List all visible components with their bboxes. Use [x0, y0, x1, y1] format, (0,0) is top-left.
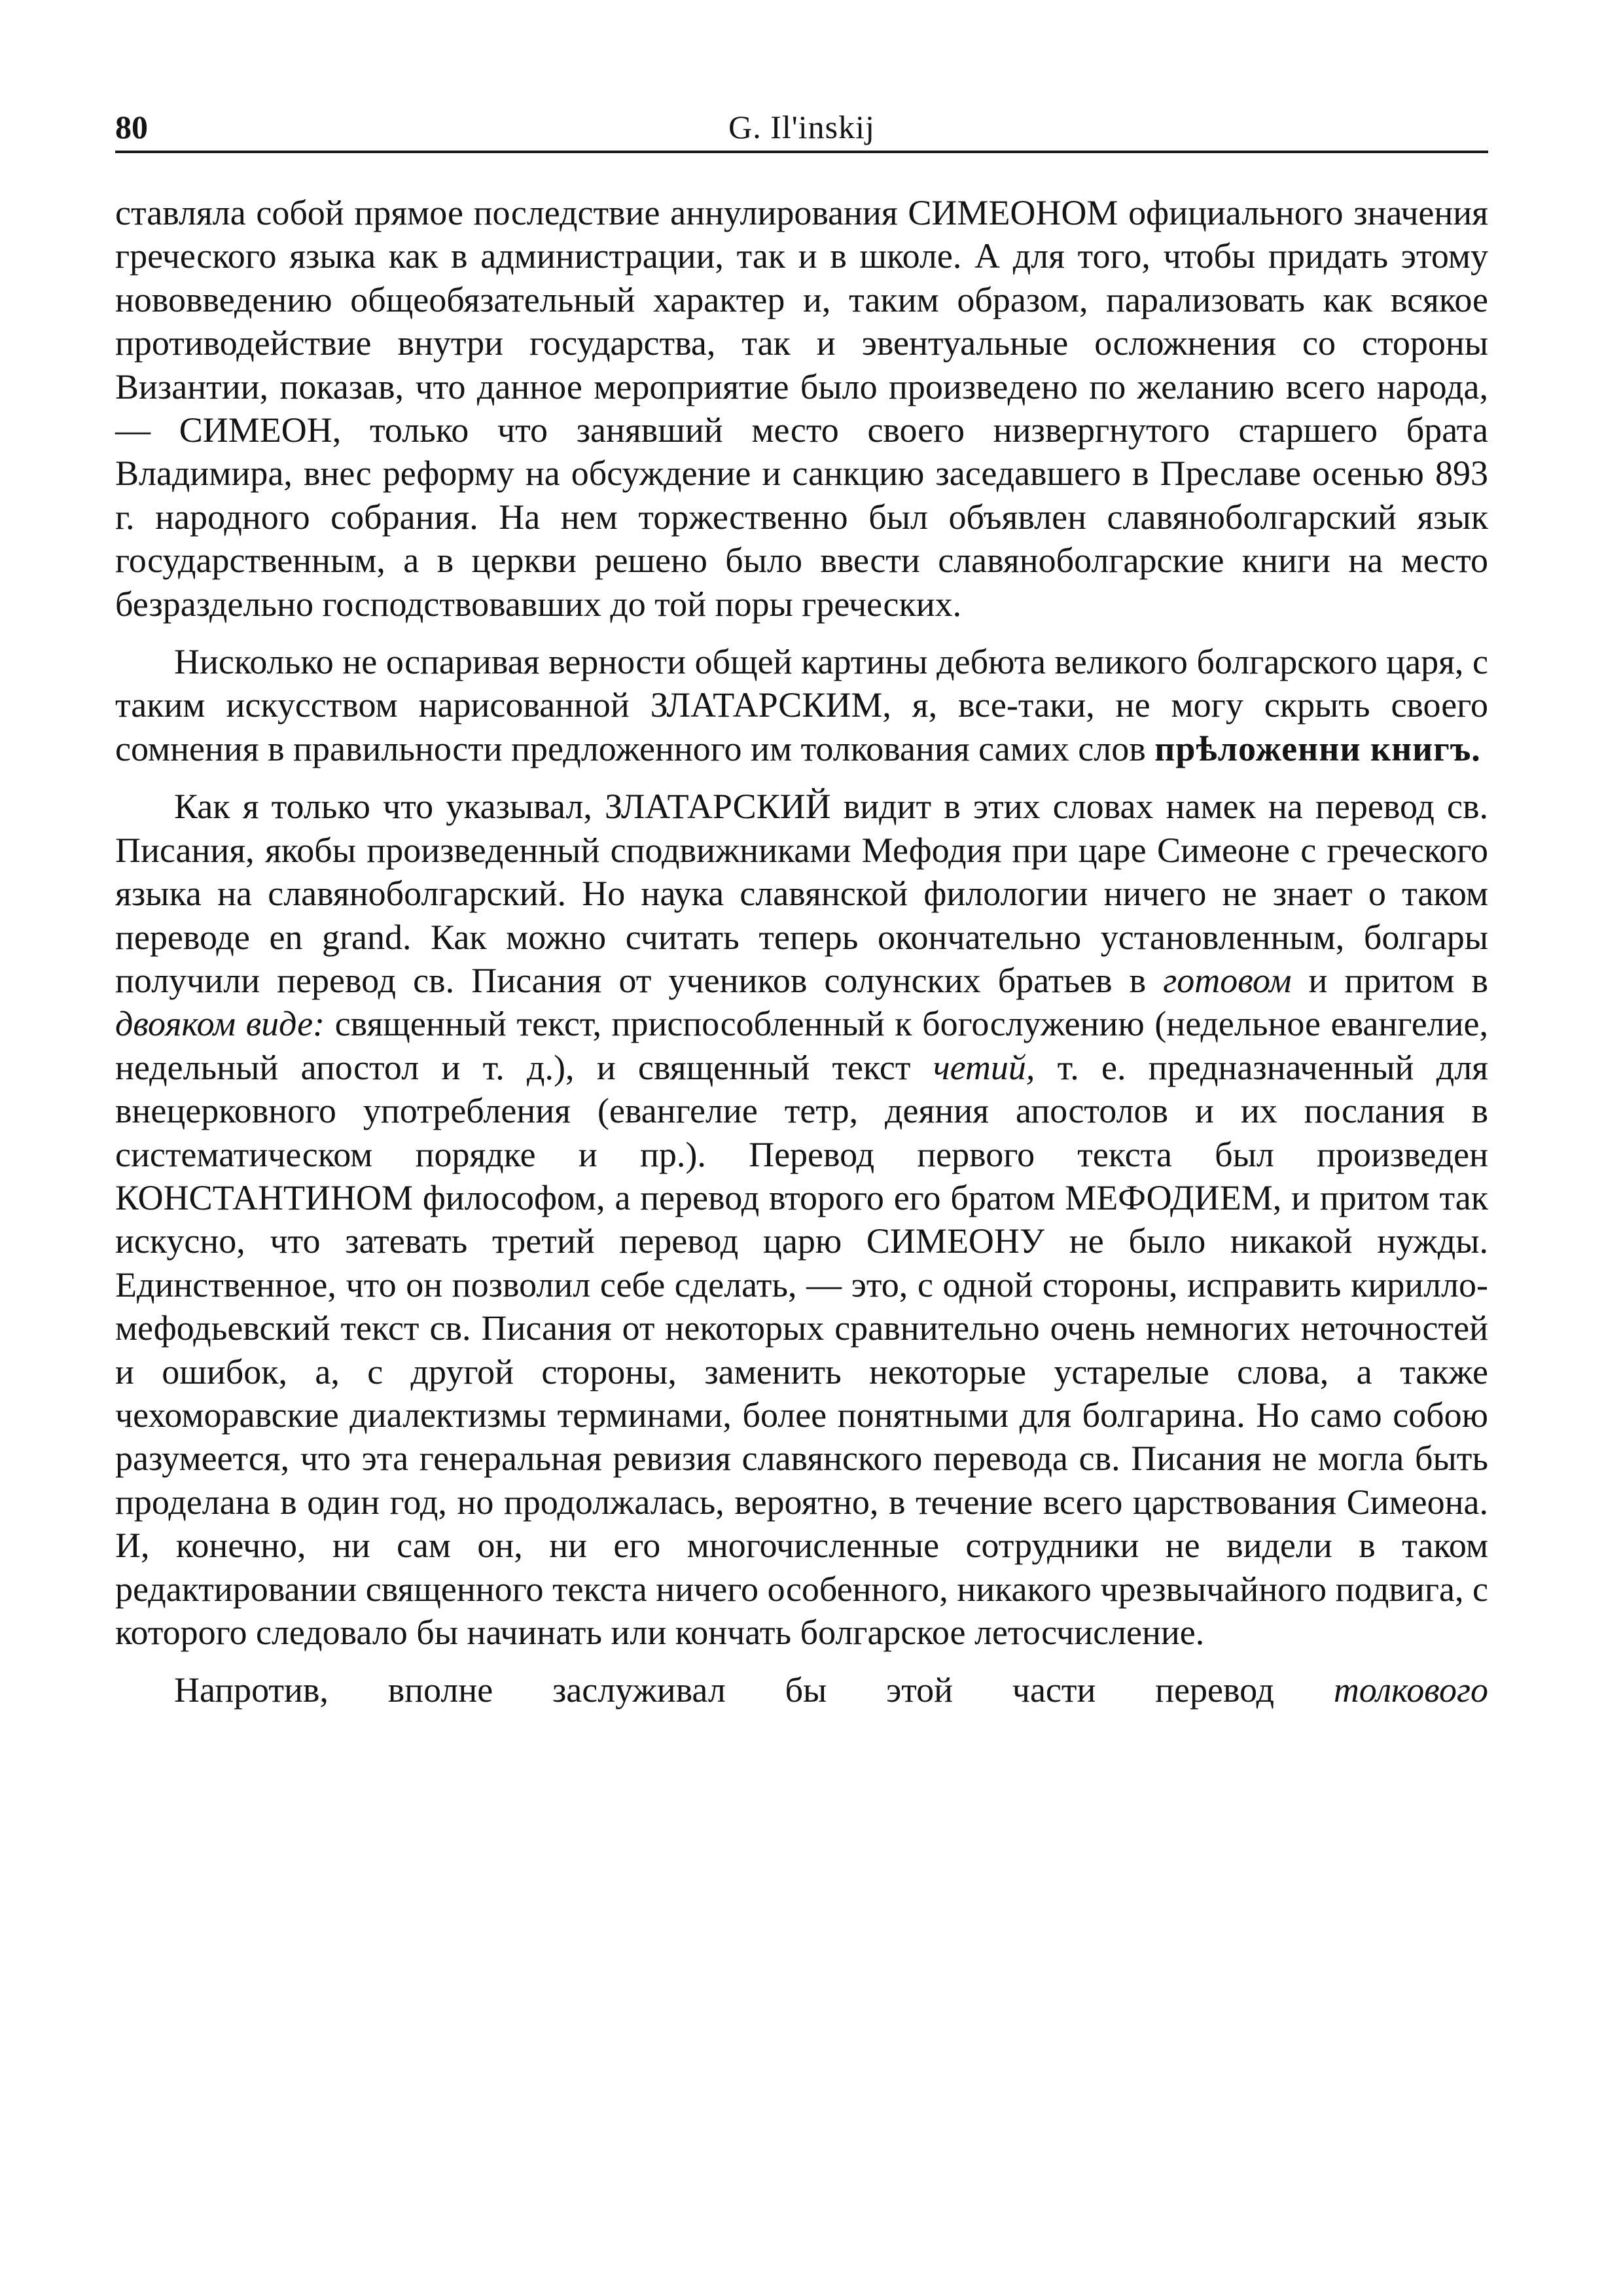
emphasis-gotovom: готовом — [1163, 960, 1292, 1000]
emphasis-chetiy: четий, — [933, 1047, 1035, 1087]
body-text — [115, 191, 1488, 1712]
paragraph-1: ставляла собой прямое последствие аннулирования СИМЕОНОМ официального значения греческого языка как в администрации, так и в школе. А для того, чтобы придать этому нововведению общеобязательный характер и, таким образом, парализовать как всякое противодействие внутри государства, так и эвентуальные осложнения со стороны Византии, показав, что данное мероприятие было произведено по желанию всего народа, — СИМЕОН, только что занявший место своего низвергнутого старшего брата Владимира, внес реформу на обсуждение и санкцию заседавшего в Преславе осенью 893 г. народного собрания. На нем торжественно был объявлен славяноболгарский язык государственным, а в церкви решено было ввести славяноболгарские книги на место безраздельно господствовавших до той поры греческих. — [115, 193, 1488, 624]
paragraph-3 — [115, 785, 1488, 1654]
running-header — [115, 98, 1488, 153]
paragraph-4-text: Напротив, вполне заслуживал бы этой части перевод — [174, 1670, 1275, 1710]
paragraph-2 — [115, 640, 1488, 770]
page-number: 80 — [115, 109, 148, 145]
paragraph-3-part-b: и притом в — [1308, 960, 1488, 1000]
paragraph-3-part-c: священный текст, приспособленный к богослужению (недельное евангелие, недельный апостол и т. д.), и священный текст — [115, 1004, 1488, 1087]
paragraph-3-part-a: Как я только что указывал, ЗЛАТАРСКИЙ видит в этих словах намек на перевод св. Писания, якобы произведенный сподвижниками Мефодия при царе Симеоне с греческого языка на славяноболгарский. Но наука славянской филологии ничего не знает о таком переводе en grand. Как можно считать теперь окончательно установленным, болгары получили перевод св. Писания от учеников солунских братьев в — [115, 787, 1488, 1000]
emphasis-tolkovogo: толкового — [1333, 1670, 1489, 1710]
paragraph-2-text: Нисколько не оспаривая верности общей картины дебюта великого болгарского царя, с таким искусством нарисованной ЗЛАТАРСКИМ, я, все-таки, не могу скрыть своего сомнения в правильности предложенного им толкования самих слов — [115, 642, 1488, 768]
paragraph-3-part-d: т. е. предназначенный для внецерковного употребления (евангелие тетр, деяния апостолов и их послания в систематическом порядке и пр.). Перевод первого текста был произведен КОНСТАНТИНОМ философом, а перевод второго его братом МЕФОДИЕМ, и притом так искусно, что затевать третий перевод царю СИМЕОНУ не было никакой нужды. Единственное, что он позволил себе сделать, — это, с одной стороны, исправить кирилло-мефодьевский текст св. Писания от некоторых сравнительно очень немногих неточностей и ошибок, а, с другой стороны, заменить некоторые устарелые слова, а также чехоморавские диалектизмы терминами, более понятными для болгарина. Но само собою разумеется, что эта генеральная ревизия славянского перевода св. Писания не могла быть проделана в один год, но продолжалась, вероятно, в течение всего царствования Симеона. И, конечно, ни сам он, ни его многочисленные сотрудники не видели в таком редактировании священного текста ничего особенного, никакого чрезвычайного подвига, с которого следовало бы начинать или кончать болгарское летосчисление. — [115, 1047, 1489, 1652]
old-slavonic-quote: прѣложенни книгъ. — [1154, 728, 1481, 768]
emphasis-dvoyakom-vide: двояком виде: — [115, 1004, 325, 1044]
running-head-author: G. Il'inskij — [728, 109, 875, 145]
paragraph-4 — [115, 1668, 1488, 1712]
